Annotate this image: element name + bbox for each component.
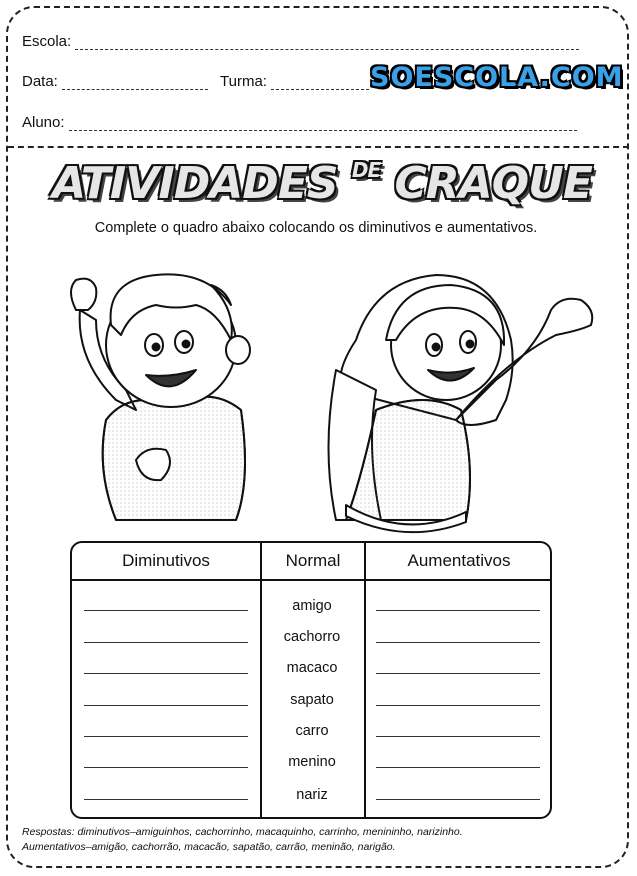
diminutivo-blank[interactable] [84, 705, 248, 706]
word-item: carro [295, 723, 329, 739]
diminutivo-blank[interactable] [84, 736, 248, 737]
diminutivo-blank[interactable] [84, 610, 248, 611]
header-diminutivos: Diminutivos [122, 551, 210, 570]
header-normal: Normal [285, 551, 341, 570]
answer-key [22, 825, 463, 855]
aluno-field [22, 114, 577, 131]
site-logo: SOESCOLA.COM [370, 62, 624, 93]
escola-field [22, 33, 579, 50]
aluno-label: Aluno: [22, 114, 65, 131]
aumentativo-blank[interactable] [376, 642, 540, 643]
aumentativo-blank[interactable] [376, 673, 540, 674]
escola-label: Escola: [22, 33, 72, 50]
diminutivo-blank[interactable] [84, 642, 248, 643]
instruction-text: Complete o quadro abaixo colocando os diminutivos e aumentativos. [94, 220, 538, 236]
title-word-atividades: ATIVIDADES [52, 158, 338, 209]
data-field [22, 73, 208, 90]
column-divider-1 [260, 543, 262, 817]
aumentativo-blank[interactable] [376, 799, 540, 800]
title-word-craque: CRAQUE [394, 158, 592, 209]
escola-input-line[interactable] [75, 35, 579, 50]
word-item: sapato [290, 692, 334, 708]
header-aumentativos: Aumentativos [407, 551, 511, 570]
diminutivo-blank[interactable] [84, 767, 248, 768]
girl-drawing [329, 275, 593, 532]
aumentativo-blank[interactable] [376, 767, 540, 768]
aumentativo-blank[interactable] [376, 610, 540, 611]
boy-drawing [71, 274, 250, 520]
word-item: cachorro [283, 629, 341, 645]
diminutivo-blank[interactable] [84, 673, 248, 674]
children-illustration [36, 250, 616, 540]
answer-key-line-2: Aumentativos–amigão, cachorrão, macacão, sapatão, carrão, meninão, narigão. [22, 841, 396, 853]
word-item: menino [288, 754, 336, 770]
title-word-de: DE [351, 158, 381, 182]
page-title [52, 158, 592, 209]
aluno-input-line[interactable] [69, 116, 577, 131]
word-item: nariz [296, 787, 328, 803]
aumentativo-blank[interactable] [376, 736, 540, 737]
column-divider-2 [364, 543, 366, 817]
turma-label: Turma: [220, 73, 267, 90]
diminutivo-blank[interactable] [84, 799, 248, 800]
header-divider [8, 146, 629, 148]
turma-input-line[interactable] [271, 75, 369, 90]
data-label: Data: [22, 73, 58, 90]
vocabulary-table [70, 541, 552, 819]
word-item: amigo [292, 598, 332, 614]
aumentativo-blank[interactable] [376, 705, 540, 706]
data-input-line[interactable] [62, 75, 208, 90]
header-row-divider [72, 579, 550, 581]
word-item: macaco [286, 660, 338, 676]
turma-field [220, 73, 369, 90]
answer-key-line-1: Respostas: diminutivos–amiguinhos, cachorrinho, macaquinho, carrinho, menininho, narizinho. [22, 826, 463, 838]
